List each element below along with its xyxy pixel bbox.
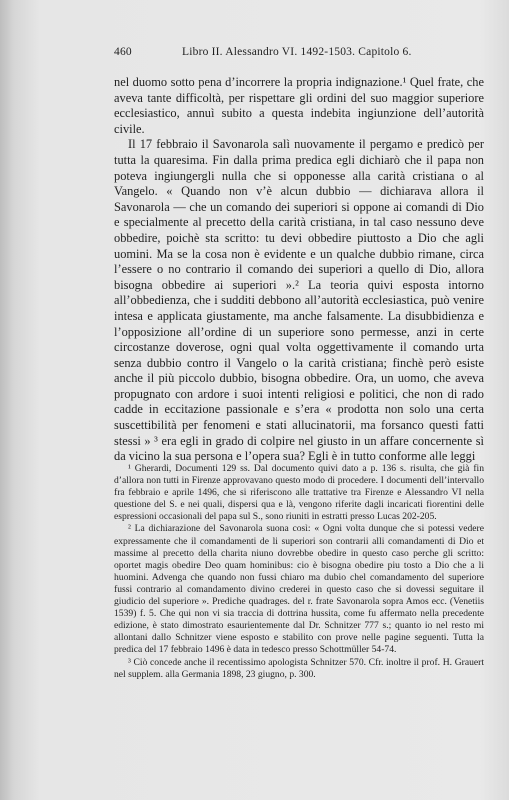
running-title: Libro II. Alessandro VI. 1492-1503. Capitolo 6. bbox=[182, 46, 412, 58]
paragraph: Il 17 febbraio il Savonarola salì nuovamente il pergamo e predicò per tutta la quaresima. Fin dalla prima predica egli dichiarò che il papa non poteva ingiungergli nulla che si opponesse alla carità cristiana o al Vangelo. « Quando non v’è alcun dubbio — dichiarava allora il Savonarola — che un comando dei superiori si oppone ai comandi di Dio e specialmente al precetto della carità cristiana, in tal caso nessuno deve obbedire, poichè sta scritto: tu devi obbedire piuttosto a Dio che agli uomini. Ma se la cosa non è evidente e un qualche dubbio rimane, circa l’essere o no contrario il comando dei superiori a quello di Dio, allora bisogna obbedire ai superiori ».² La teoria quivi esposta intorno all’obbedienza, che i sudditi debbono all’autorità ecclesiastica, può venire intesa e applicata giustamente, ma anche falsamente. La disubbidienza e l’opposizione all’ordine di un superiore sono permesse, anzi in certe circostanze doverose, ogni qual volta oggettivamente il comando urta senza dubbio contro il Vangelo o la carità cristiana; finchè però esiste anche il più piccolo dubbio, bisogna obbedire. Ora, un uomo, che aveva propugnato con ardore i suoi intenti religiosi e politici, che non di rado cadde in eccitazione passionale e s’era « prodotta non solo una certa suscettibilità per fenomeni e stati allucinatorii, ma forsanco questi fatti stessi » ³ era egli in grado di colpire nel giusto in un affare concernente sì da vicino la sua persona e l’opera sua? Egli è in tutto conforme alle leggi bbox=[114, 137, 484, 464]
footnote: ¹ Gherardi, Documenti 129 ss. Dal documento quivi dato a p. 136 s. risulta, che già fin d’allora non tutti in Firenze approvavano questo modo di procedere. I documenti dell’intervallo fra febbraio e aprile 1496, che si riferiscono alle trattative tra Firenze e Alessandro VI nella questione del S. e nei quali, dispersi qua e là, vengono riferite dagli incaricati fiorentini delle espressioni occasionali del papa sul S., sono riuniti in estratti presso Lucas 202-205. bbox=[114, 463, 484, 523]
main-text bbox=[114, 75, 484, 465]
footnote: ³ Ciò concede anche il recentissimo apologista Schnitzer 570. Cfr. inoltre il prof. H. Grauert nel supplem. alla Germania 1898, 23 giugno, p. 300. bbox=[114, 656, 484, 680]
paragraph: nel duomo sotto pena d’incorrere la propria indignazione.¹ Quel frate, che aveva tante difficoltà, per rispettare gli ordini del suo maggior superiore ecclesiastico, annuì subito a questa indebita ingiunzione dell’autorità civile. bbox=[114, 75, 484, 136]
footnote: ² La dichiarazione del Savonarola suona così: « Ogni volta dunque che si potessi vedere expressamente che il comandamenti de li superiori son contrarii alli comandamenti di Dio et massime al precetto della charita niuno dovrebbe obedire in questo caso perche gli scritto: oportet magis obedire Deo quam hominibus: cio è bisogna obedire piu tosto a Dio che a li huomini. Advenga che quando non fussi chiaro ma dubio chel comandamento del superiore fussi contrario al comandamento divino crederei in questo caso che si dovessi seguitare il giudicio del superiore ». Prediche quadrages. del r. frate Savonarola sopra Amos ecc. (Venetiis 1539) f. 5. Che qui non vi sia traccia di dottrina hussita, come fu affermato nella precedente edizione, è stato dimostrato esaurientemente dal Dr. Schnitzer 777 s.; quanto io nel resto mi allontani dallo Schnitzer viene esposto e stabilito con prove nelle pagine seguenti. Tutta la predica del 17 febbraio 1496 è data in tedesco presso Schottmüller 54-74. bbox=[114, 523, 484, 656]
page-number: 460 bbox=[114, 46, 132, 58]
footnotes bbox=[114, 463, 484, 681]
